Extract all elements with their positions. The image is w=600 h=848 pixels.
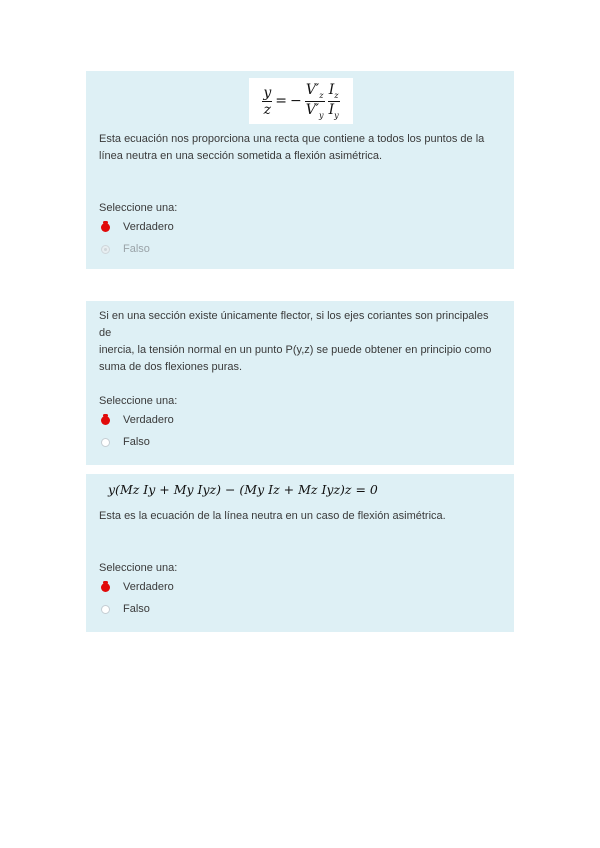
select-label: Seleccione una:	[99, 395, 178, 407]
question-text-line: suma de dos flexiones puras.	[99, 361, 243, 373]
option-verdadero[interactable]	[101, 414, 174, 426]
formula-equation: y(Mz Iy + My Iyz) − (My Iz + Mz Iyz)z = 0	[108, 482, 378, 497]
question-text-line: Esta ecuación nos proporciona una recta que contiene a todos los puntos de la	[99, 133, 485, 145]
question-text-line: Esta es la ecuación de la línea neutra en un caso de flexión asimétrica.	[99, 510, 446, 522]
option-label: Verdadero	[123, 414, 174, 426]
formula-text: V′	[305, 101, 320, 118]
formula-text: I	[328, 81, 335, 98]
formula-subscript: y	[319, 110, 324, 120]
formula-subscript: z	[334, 90, 339, 100]
option-falso[interactable]	[101, 436, 150, 448]
question-text-line: inercia, la tensión normal en un punto P(y,z) se puede obtener en principio como	[99, 344, 492, 356]
option-label: Falso	[123, 243, 150, 255]
question-text-line: Si en una sección existe únicamente flector, si los ejes coriantes son principales de	[99, 310, 489, 339]
formula-minus: −	[290, 93, 302, 109]
option-label: Falso	[123, 603, 150, 615]
question-card-2	[86, 301, 514, 465]
formula-text: I	[328, 101, 335, 118]
fraction-y-over-z	[262, 86, 272, 117]
radio-checked-icon[interactable]	[101, 223, 110, 232]
option-label: Verdadero	[123, 581, 174, 593]
option-verdadero[interactable]	[101, 221, 174, 233]
option-label: Falso	[123, 436, 150, 448]
radio-checked-icon[interactable]	[101, 416, 110, 425]
question-text-line: línea neutra en una sección sometida a flexión asimétrica.	[99, 150, 383, 162]
option-falso[interactable]	[101, 243, 150, 255]
question-text	[99, 308, 500, 376]
formula-subscript: z	[319, 90, 324, 100]
fraction-v	[305, 83, 325, 120]
radio-unchecked-icon[interactable]	[101, 605, 110, 614]
select-label: Seleccione una:	[99, 562, 178, 574]
option-falso[interactable]	[101, 603, 150, 615]
option-verdadero[interactable]	[101, 581, 174, 593]
formula-image-1	[249, 78, 353, 124]
question-card-3	[86, 474, 514, 632]
formula-text: y	[263, 84, 272, 101]
radio-unchecked-icon[interactable]	[101, 438, 110, 447]
radio-disabled-icon[interactable]	[101, 245, 110, 254]
formula-subscript: y	[334, 110, 339, 120]
formula-text: V′	[305, 81, 320, 98]
radio-checked-icon[interactable]	[101, 583, 110, 592]
formula-text: z	[263, 101, 272, 118]
question-text	[99, 131, 500, 165]
select-label: Seleccione una:	[99, 202, 178, 214]
question-card-1	[86, 71, 514, 269]
question-text	[99, 508, 500, 525]
option-label: Verdadero	[123, 221, 174, 233]
formula-equals: =	[275, 93, 288, 109]
fraction-i	[328, 83, 340, 120]
